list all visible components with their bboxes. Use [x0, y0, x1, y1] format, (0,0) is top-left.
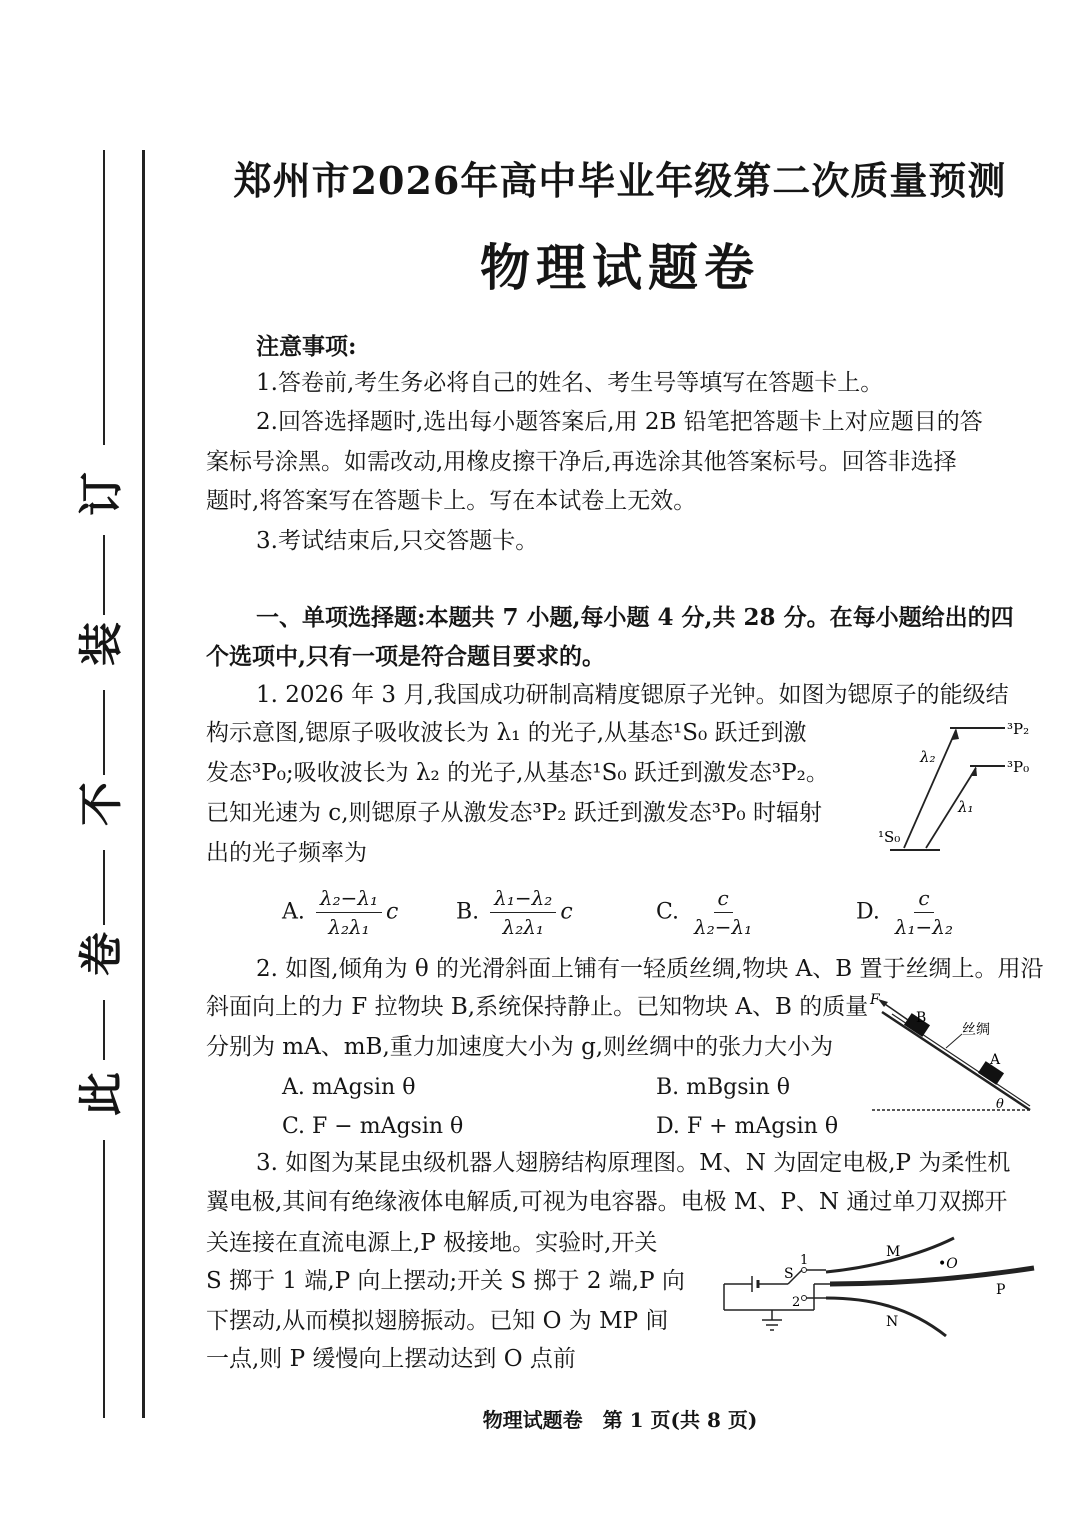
- q1-option-a[interactable]: [282, 886, 398, 939]
- notice-item-3: 3.考试结束后,只交答题卡。: [256, 528, 539, 554]
- q1-text: 发态³P₀;吸收波长为 λ₂ 的光子,从基态¹S₀ 跃迁到激发态³P₂。: [206, 760, 829, 786]
- fraction: [690, 886, 756, 939]
- q3-text: 翼电极,其间有绝缘液体电解质,可视为电容器。电极 M、P、N 通过单刀双掷开: [206, 1189, 1008, 1215]
- exam-subtitle: 物理试题卷: [480, 238, 760, 297]
- numerator: λ₂−λ₁: [316, 886, 382, 913]
- q2-option-d[interactable]: D. F + mAgsin θ: [656, 1114, 839, 1139]
- margin-char-juan: 卷: [76, 932, 127, 976]
- denominator: λ₂−λ₁: [694, 915, 753, 939]
- switch-s-label: S: [784, 1266, 794, 1282]
- option-tail: c: [386, 899, 399, 925]
- binding-dash: [103, 535, 105, 615]
- q1-option-d[interactable]: [856, 886, 961, 939]
- block-b-label: B: [916, 1010, 927, 1026]
- q2-option-a[interactable]: A. mAgsin θ: [282, 1075, 416, 1100]
- notice-item-2: 2.回答选择题时,选出每小题答案后,用 2B 铅笔把答题卡上对应题目的答: [256, 409, 983, 435]
- q1-option-c[interactable]: [656, 886, 760, 939]
- energy-level-diagram: [870, 712, 1040, 857]
- q1-text: 1. 2026 年 3 月,我国成功研制高精度锶原子光钟。如图为锶原子的能级结: [256, 682, 1009, 708]
- denominator: λ₁−λ₂: [894, 915, 954, 939]
- q2-option-b[interactable]: B. mBgsin θ: [656, 1075, 790, 1100]
- margin-char-ci: 此: [76, 1072, 127, 1116]
- exam-title: 郑州市2026年高中毕业年级第二次质量预测: [233, 158, 1007, 203]
- denominator: λ₂λ₁: [502, 915, 544, 939]
- option-tail: c: [560, 899, 573, 925]
- block-a-label: A: [990, 1052, 1001, 1068]
- q1-option-b[interactable]: [456, 886, 573, 939]
- option-label: C.: [656, 899, 680, 925]
- q3-text: 一点,则 P 缓慢向上摆动达到 O 点前: [206, 1346, 576, 1372]
- fraction: [891, 886, 957, 939]
- incline-diagram: [862, 990, 1038, 1115]
- level-p0-label: ³P₀: [1007, 758, 1030, 776]
- electrode-n-label: N: [886, 1314, 899, 1330]
- fraction: [490, 886, 556, 939]
- numerator: c: [914, 886, 933, 913]
- level-s0-label: ¹S₀: [878, 828, 901, 846]
- silk-label: 丝绸: [962, 1022, 990, 1038]
- q1-text: 构示意图,锶原子吸收波长为 λ₁ 的光子,从基态¹S₀ 跃迁到激: [206, 720, 807, 746]
- page-footer: 物理试题卷 第 1 页(共 8 页): [482, 1408, 758, 1432]
- q3-text: 关连接在直流电源上,P 极接地。实验时,开关: [206, 1230, 658, 1256]
- notice-heading: 注意事项:: [256, 333, 357, 360]
- binding-dash: [103, 1000, 105, 1060]
- point-o-label: •O: [938, 1256, 958, 1272]
- q2-text: 斜面向上的力 F 拉物块 B,系统保持静止。已知物块 A、B 的质量: [206, 994, 869, 1020]
- q3-text: 3. 如图为某昆虫级机器人翅膀结构原理图。M、N 为固定电极,P 为柔性机: [256, 1150, 1011, 1176]
- switch-2-label: 2: [792, 1295, 801, 1310]
- binding-dash: [103, 150, 105, 445]
- electrode-m-label: M: [886, 1244, 901, 1260]
- binding-line: [142, 150, 145, 1418]
- numerator: c: [714, 886, 733, 913]
- level-p2-label: ³P₂: [1007, 720, 1030, 738]
- q3-text: S 掷于 1 端,P 向上摆动;开关 S 掷于 2 端,P 向: [206, 1268, 685, 1294]
- electrode-p-label: P: [996, 1282, 1006, 1298]
- option-label: D.: [856, 899, 880, 925]
- option-label: A.: [282, 899, 305, 925]
- numerator: λ₁−λ₂: [490, 886, 556, 913]
- margin-char-ding: 订: [76, 472, 127, 516]
- q2-option-c[interactable]: C. F − mAgsin θ: [282, 1114, 464, 1139]
- section-heading-cont: 个选项中,只有一项是符合题目要求的。: [206, 643, 606, 670]
- binding-dash: [103, 690, 105, 775]
- binding-dash: [103, 1140, 105, 1418]
- section-heading: 一、单项选择题:本题共 7 小题,每小题 4 分,共 28 分。在每小题给出的四: [256, 604, 1014, 631]
- angle-label: θ: [996, 1097, 1004, 1112]
- q1-text: 已知光速为 c,则锶原子从激发态³P₂ 跃迁到激发态³P₀ 时辐射: [206, 800, 822, 826]
- q3-text: 下摆动,从而模拟翅膀振动。已知 O 为 MP 间: [206, 1308, 669, 1334]
- margin-char-bu: 不: [76, 782, 127, 826]
- notice-item-2-cont: 题时,将答案写在答题卡上。写在本试卷上无效。: [206, 488, 697, 514]
- option-label: B.: [456, 899, 480, 925]
- q1-text: 出的光子频率为: [206, 840, 367, 866]
- margin-char-zhuang: 装: [76, 622, 127, 666]
- lambda2-label: λ₂: [920, 748, 936, 766]
- force-label: F: [870, 992, 880, 1008]
- fraction: [316, 886, 382, 939]
- denominator: λ₂λ₁: [328, 915, 370, 939]
- notice-item-2-cont: 案标号涂黑。如需改动,用橡皮擦干净后,再选涂其他答案标号。回答非选择: [206, 449, 957, 475]
- notice-item-1: 1.答卷前,考生务必将自己的姓名、考生号等填写在答题卡上。: [256, 370, 884, 396]
- switch-1-label: 1: [800, 1253, 809, 1268]
- q2-text: 2. 如图,倾角为 θ 的光滑斜面上铺有一轻质丝绸,物块 A、B 置于丝绸上。用沿: [256, 956, 1044, 982]
- lambda1-label: λ₁: [958, 798, 974, 816]
- wing-circuit-diagram: [718, 1232, 1038, 1342]
- q2-text: 分别为 mA、mB,重力加速度大小为 g,则丝绸中的张力大小为: [206, 1034, 834, 1060]
